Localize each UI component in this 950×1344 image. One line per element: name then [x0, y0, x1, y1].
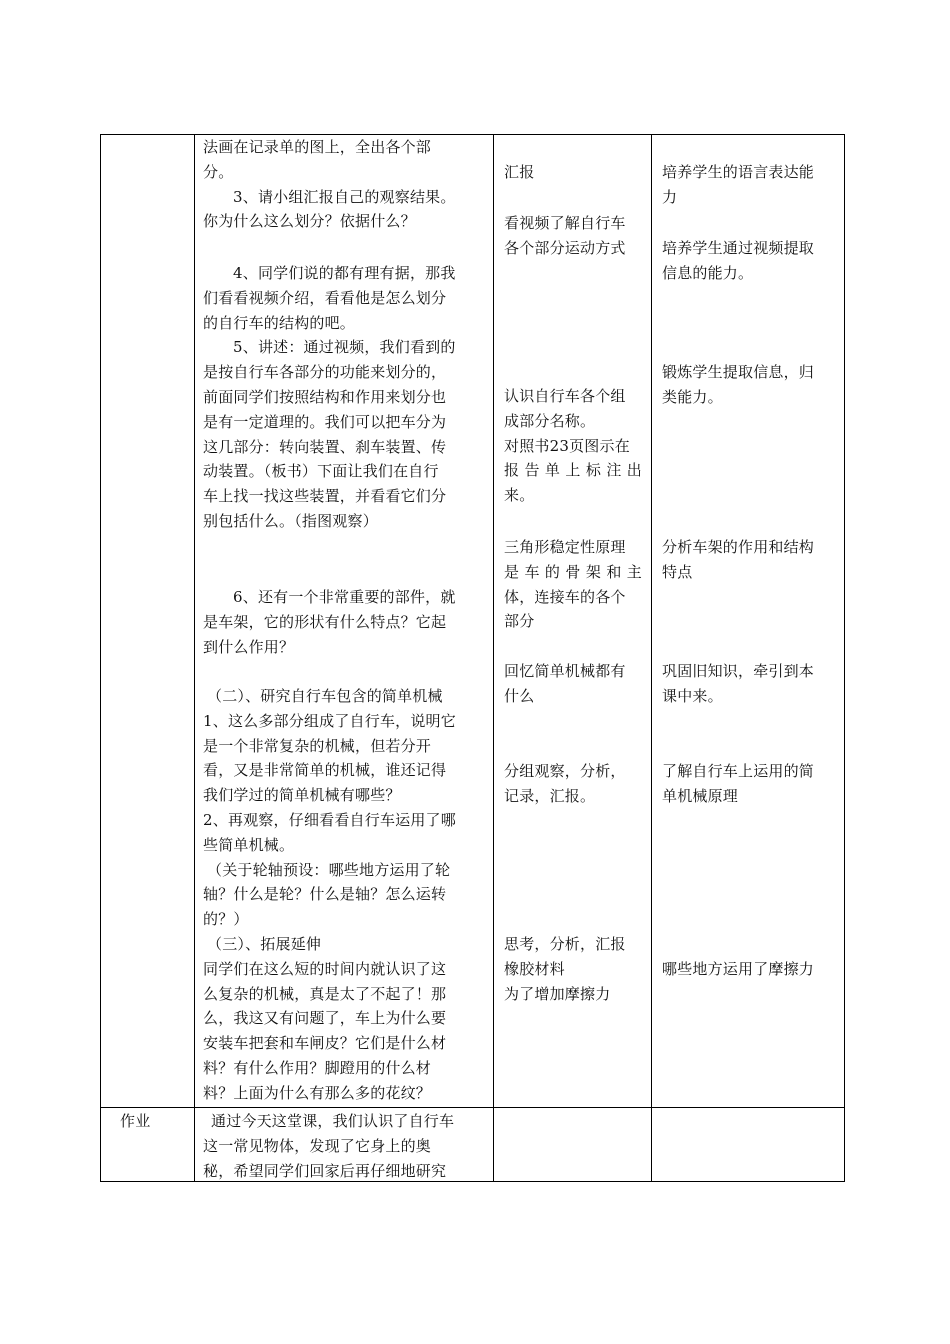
intent-line: 分析车架的作用和结构: [662, 538, 815, 556]
student-line: 成部分名称。: [504, 411, 596, 430]
intent-line: 哪些地方运用了摩擦力: [662, 960, 815, 978]
student-line: 认识自行车各个组: [504, 387, 626, 405]
teacher-line: （关于轮轴预设：哪些地方运用了轮: [207, 860, 451, 879]
teacher-line: 安装车把套和车闸皮？它们是什么材: [203, 1034, 447, 1053]
intent-line: 培养学生通过视频提取: [662, 239, 815, 257]
lesson-table: [100, 134, 845, 1182]
homework-label: 作业: [120, 1112, 151, 1130]
teacher-line: 么复杂的机械，真是太了不起了！那: [203, 984, 447, 1003]
intent-line: 锻炼学生提取信息，归: [662, 363, 815, 381]
intent-line: 信息的能力。: [662, 263, 754, 282]
teacher-line: 是一个非常复杂的机械，但若分开: [203, 736, 432, 755]
teacher-line: 些简单机械。: [203, 835, 295, 854]
column-divider: [493, 135, 494, 1181]
teacher-line: 4、同学们说的都有理有据，那我: [233, 264, 456, 282]
teacher-line: 前面同学们按照结构和作用来划分也: [203, 388, 447, 406]
teacher-line: 轴？什么是轮？什么是轴？怎么运转: [203, 885, 447, 904]
student-line: 三角形稳定性原理: [504, 538, 626, 556]
row-divider: [101, 1107, 844, 1108]
student-line: 分组观察，分析，: [504, 762, 626, 780]
intent-line: 类能力。: [662, 387, 723, 406]
teacher-line: 3、请小组汇报自己的观察结果。: [233, 187, 456, 206]
teacher-line: 们看看视频介绍，看看他是怎么划分: [203, 288, 447, 307]
student-line: 汇报: [504, 163, 535, 181]
teacher-line: （二）、研究自行车包含的简单机械: [207, 687, 443, 705]
teacher-line: 车上找一找这些装置，并看看它们分: [203, 487, 447, 506]
teacher-line: 你为什么这么划分？依据什么？: [203, 212, 416, 231]
teacher-line: 同学们在这么短的时间内就认识了这: [203, 959, 447, 978]
column-divider: [194, 135, 195, 1181]
intent-line: 培养学生的语言表达能: [662, 163, 815, 181]
teacher-line: 看，又是非常简单的机械，谁还记得: [203, 761, 447, 780]
teacher-line: 是有一定道理的。我们可以把车分为: [203, 412, 447, 431]
teacher-line: 到什么作用？: [203, 637, 295, 656]
teacher-line: 6、还有一个非常重要的部件，就: [233, 588, 456, 606]
intent-line: 了解自行车上运用的简: [662, 762, 815, 780]
student-line: 各个部分运动方式: [504, 238, 626, 257]
homework-line: 通过今天这堂课，我们认识了自行车: [211, 1112, 455, 1130]
teacher-line: 别包括什么。（指图观察）: [203, 512, 378, 530]
homework-line: 秘，希望同学们回家后再仔细地研究: [203, 1161, 447, 1180]
teacher-line: 法画在记录单的图上，全出各个部: [203, 138, 432, 156]
teacher-line: 是车架，它的形状有什么特点？它起: [203, 612, 447, 631]
intent-line: 特点: [662, 562, 693, 581]
student-line: 体，连接车的各个: [504, 587, 626, 606]
intent-line: 单机械原理: [662, 786, 739, 805]
student-line: 回忆简单机械都有: [504, 662, 626, 680]
teacher-line: 2、再观察，仔细看看自行车运用了哪: [203, 811, 456, 829]
teacher-line: 料？上面为什么有那么多的花纹？: [203, 1083, 432, 1102]
student-line: 看视频了解自行车: [504, 214, 626, 232]
teacher-line: 分。: [203, 162, 234, 181]
student-line: 为了增加摩擦力: [504, 984, 611, 1003]
student-line: 是车的骨架和主: [504, 562, 642, 581]
student-line: 什么: [504, 686, 535, 705]
teacher-line: 动装置。（板书）下面让我们在自行: [203, 462, 439, 481]
teacher-line: 的？）: [203, 910, 249, 929]
student-line: 部分: [504, 612, 535, 631]
student-line: 记录，汇报。: [504, 786, 596, 805]
teacher-line: 料？有什么作用？脚蹬用的什么材: [203, 1059, 432, 1077]
homework-line: 这一常见物体，发现了它身上的奥: [203, 1136, 432, 1155]
teacher-line: 这几部分：转向装置、刹车装置、传: [203, 437, 447, 456]
student-line: 报告单上标注出: [504, 461, 642, 480]
student-line: 思考，分析，汇报: [504, 935, 626, 953]
teacher-line: 5、讲述：通过视频，我们看到的: [233, 338, 456, 357]
student-line: 橡胶材料: [504, 959, 565, 978]
teacher-line: 的自行车的结构的吧。: [203, 313, 356, 332]
intent-line: 课中来。: [662, 686, 723, 705]
teacher-line: 是按自行车各部分的功能来划分的，: [203, 363, 447, 382]
intent-line: 巩固旧知识，牵引到本: [662, 662, 815, 680]
teacher-line: （三）、拓展延伸: [207, 935, 322, 953]
intent-line: 力: [662, 187, 678, 206]
student-line: 对照书23页图示在: [504, 436, 630, 455]
teacher-line: 么，我这又有问题了，车上为什么要: [203, 1009, 447, 1028]
teacher-line: 我们学过的简单机械有哪些？: [203, 786, 401, 805]
student-line: 来。: [504, 486, 535, 505]
teacher-line: 1、这么多部分组成了自行车，说明它: [203, 711, 456, 730]
column-divider: [651, 135, 652, 1181]
